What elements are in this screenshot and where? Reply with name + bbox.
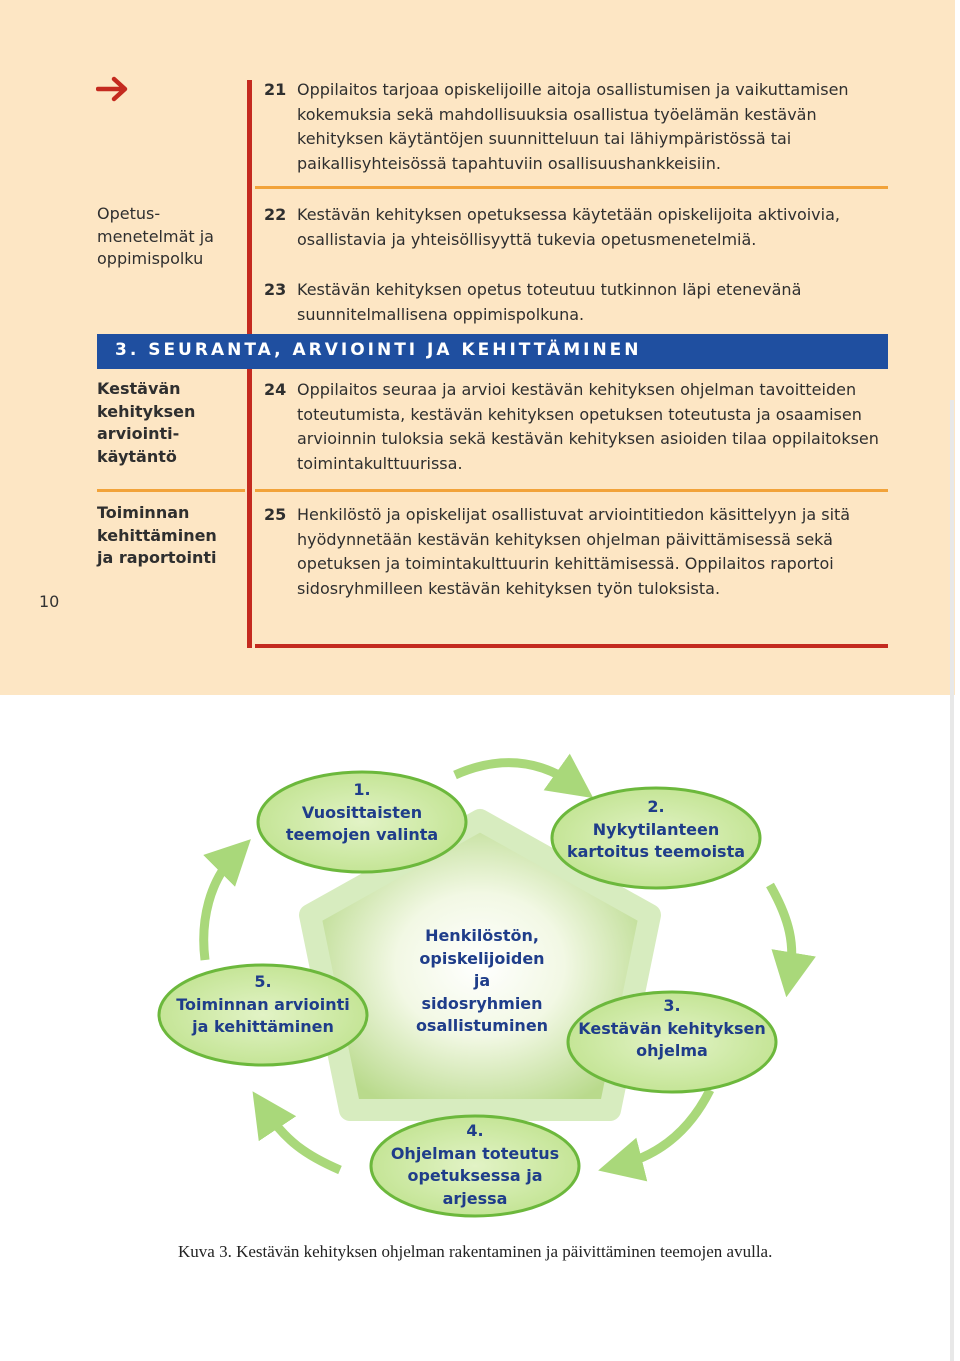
divider bbox=[255, 489, 888, 492]
step-5 bbox=[158, 971, 368, 1039]
item-22 bbox=[264, 203, 884, 252]
item-number: 22 bbox=[264, 205, 287, 224]
label-evaluation-practice: Kestävän kehityksen arviointi- käytäntö bbox=[97, 379, 196, 466]
page-number: 10 bbox=[39, 592, 60, 611]
item-number: 25 bbox=[264, 505, 287, 524]
step-3 bbox=[572, 995, 772, 1063]
label-development-reporting: Toiminnan kehittäminen ja raportointi bbox=[97, 503, 217, 567]
right-arrow-icon bbox=[96, 72, 130, 106]
step-number: 5. bbox=[254, 972, 272, 991]
step-label: Toiminnan arviointi ja kehittäminen bbox=[176, 994, 350, 1036]
cycle-arrow-icon bbox=[265, 1110, 340, 1170]
step-number: 2. bbox=[647, 797, 665, 816]
item-text: Henkilöstö ja opiskelijat osallistuvat arviointitiedon käsittelyyn ja sitä hyödynnetään kestävän kehityksen ohjelman päivittämisessä sekä opetuksen ja toimintakulttuurin kehittämisessä. Oppilaitos raportoi sidosryhmilleen kestävän kehityksen työn tuloksista. bbox=[297, 505, 851, 598]
item-text: Kestävän kehityksen opetuksessa käytetään opiskelijoita aktivoivia, osallistavia ja yhteisöllisyyttä tukevia opetusmenetelmiä. bbox=[297, 205, 840, 249]
step-2 bbox=[556, 796, 756, 864]
bottom-rule bbox=[255, 644, 888, 648]
step-label: Ohjelman toteutus opetuksessa ja arjessa bbox=[390, 1143, 560, 1208]
step-label: Nykytilanteen kartoitus teemoista bbox=[566, 819, 746, 861]
item-text: Oppilaitos tarjoaa opiskelijoille aitoja osallistumisen ja vaikuttamisen kokemuksia sekä mahdollisuuksia osallistua työelämän kestävän kehityksen käytäntöjen suunnitteluun tai lähiympäristössä tai paikallisyhteisössä tapahtuviin osallisuushankkeisiin. bbox=[297, 80, 849, 173]
section-banner bbox=[97, 334, 888, 369]
center-label: Henkilöstön, opiskelijoiden ja sidosryhmien osallistuminen bbox=[415, 926, 549, 1035]
step-number: 3. bbox=[663, 996, 681, 1015]
cycle-arrow-icon bbox=[620, 1090, 710, 1165]
step-label: Kestävän kehityksen ohjelma bbox=[578, 1018, 766, 1060]
cycle-arrow-icon bbox=[204, 855, 235, 960]
divider-left bbox=[97, 489, 245, 492]
item-number: 23 bbox=[264, 280, 287, 299]
label-teaching-methods: Opetus- menetelmät ja oppimispolku bbox=[97, 204, 214, 268]
item-24 bbox=[264, 378, 884, 476]
item-23 bbox=[264, 278, 884, 327]
figure-caption: Kuva 3. Kestävän kehityksen ohjelman rakentaminen ja päivittäminen teemojen avulla. bbox=[178, 1242, 773, 1261]
item-25 bbox=[264, 503, 884, 601]
divider bbox=[255, 186, 888, 189]
item-number: 24 bbox=[264, 380, 287, 399]
step-1 bbox=[262, 779, 462, 847]
item-number: 21 bbox=[264, 80, 287, 99]
step-label: Vuosittaisten teemojen valinta bbox=[285, 802, 439, 844]
item-text: Kestävän kehityksen opetus toteutuu tutkinnon läpi etenevänä suunnitelmallisena oppimispolkuna. bbox=[297, 280, 802, 324]
cycle-arrow-icon bbox=[455, 763, 575, 785]
cycle-arrow-icon bbox=[770, 885, 792, 975]
step-4 bbox=[375, 1120, 575, 1210]
item-text: Oppilaitos seuraa ja arvioi kestävän kehityksen ohjelman tavoitteiden toteutumista, kestävän kehityksen opetuksen toteutusta ja osaamisen arvioinnin tuloksia sekä kestävän kehityksen asioiden tilaa oppilaitoksen toimintakulttuurissa. bbox=[297, 380, 879, 473]
section-heading: 3. SEURANTA, ARVIOINTI JA KEHITTÄMINEN bbox=[115, 340, 642, 360]
step-number: 1. bbox=[353, 780, 371, 799]
step-number: 4. bbox=[466, 1121, 484, 1140]
item-21 bbox=[264, 78, 884, 176]
